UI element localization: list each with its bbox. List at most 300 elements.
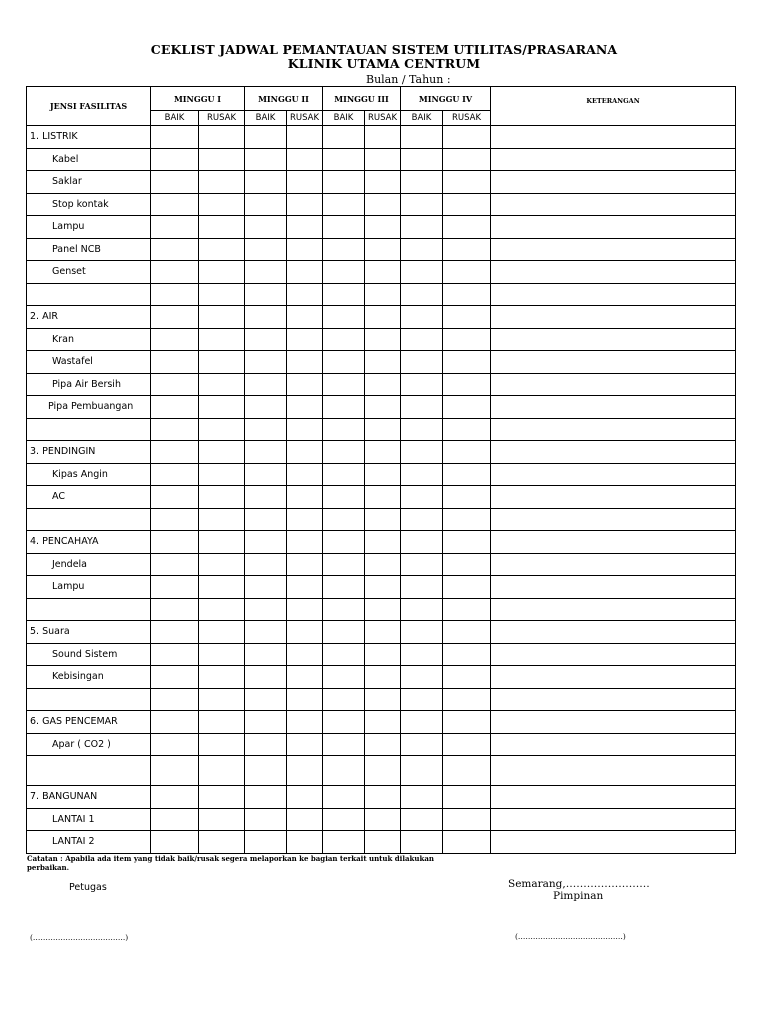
baik-check-cell[interactable] <box>245 576 287 599</box>
baik-check-cell[interactable] <box>323 283 365 306</box>
keterangan-cell[interactable] <box>491 238 736 261</box>
rusak-check-cell[interactable] <box>365 261 401 284</box>
baik-check-cell[interactable] <box>151 808 199 831</box>
baik-check-cell[interactable] <box>401 148 443 171</box>
rusak-check-cell[interactable] <box>287 756 323 786</box>
baik-check-cell[interactable] <box>401 621 443 644</box>
rusak-check-cell[interactable] <box>365 666 401 689</box>
baik-check-cell[interactable] <box>151 463 199 486</box>
rusak-check-cell[interactable] <box>287 171 323 194</box>
baik-check-cell[interactable] <box>245 553 287 576</box>
rusak-check-cell[interactable] <box>443 711 491 734</box>
rusak-check-cell[interactable] <box>287 711 323 734</box>
keterangan-cell[interactable] <box>491 171 736 194</box>
keterangan-cell[interactable] <box>491 711 736 734</box>
rusak-check-cell[interactable] <box>443 666 491 689</box>
baik-check-cell[interactable] <box>151 508 199 531</box>
baik-check-cell[interactable] <box>323 373 365 396</box>
baik-check-cell[interactable] <box>151 261 199 284</box>
rusak-check-cell[interactable] <box>365 373 401 396</box>
keterangan-cell[interactable] <box>491 261 736 284</box>
baik-check-cell[interactable] <box>323 351 365 374</box>
keterangan-cell[interactable] <box>491 441 736 464</box>
keterangan-cell[interactable] <box>491 328 736 351</box>
baik-check-cell[interactable] <box>323 193 365 216</box>
keterangan-cell[interactable] <box>491 486 736 509</box>
rusak-check-cell[interactable] <box>287 261 323 284</box>
rusak-check-cell[interactable] <box>287 553 323 576</box>
rusak-check-cell[interactable] <box>287 351 323 374</box>
baik-check-cell[interactable] <box>323 688 365 711</box>
baik-check-cell[interactable] <box>245 621 287 644</box>
baik-check-cell[interactable] <box>245 238 287 261</box>
rusak-check-cell[interactable] <box>199 688 245 711</box>
baik-check-cell[interactable] <box>401 351 443 374</box>
baik-check-cell[interactable] <box>245 831 287 854</box>
baik-check-cell[interactable] <box>151 786 199 809</box>
keterangan-cell[interactable] <box>491 733 736 756</box>
baik-check-cell[interactable] <box>245 261 287 284</box>
baik-check-cell[interactable] <box>323 261 365 284</box>
baik-check-cell[interactable] <box>151 216 199 239</box>
rusak-check-cell[interactable] <box>443 328 491 351</box>
rusak-check-cell[interactable] <box>365 126 401 149</box>
keterangan-cell[interactable] <box>491 688 736 711</box>
baik-check-cell[interactable] <box>401 373 443 396</box>
baik-check-cell[interactable] <box>151 441 199 464</box>
rusak-check-cell[interactable] <box>287 463 323 486</box>
baik-check-cell[interactable] <box>151 756 199 786</box>
baik-check-cell[interactable] <box>151 486 199 509</box>
rusak-check-cell[interactable] <box>287 486 323 509</box>
baik-check-cell[interactable] <box>151 193 199 216</box>
rusak-check-cell[interactable] <box>287 283 323 306</box>
baik-check-cell[interactable] <box>401 756 443 786</box>
baik-check-cell[interactable] <box>401 688 443 711</box>
rusak-check-cell[interactable] <box>443 306 491 329</box>
baik-check-cell[interactable] <box>245 441 287 464</box>
baik-check-cell[interactable] <box>151 373 199 396</box>
rusak-check-cell[interactable] <box>287 808 323 831</box>
baik-check-cell[interactable] <box>323 808 365 831</box>
keterangan-cell[interactable] <box>491 786 736 809</box>
rusak-check-cell[interactable] <box>287 126 323 149</box>
rusak-check-cell[interactable] <box>199 576 245 599</box>
rusak-check-cell[interactable] <box>199 328 245 351</box>
rusak-check-cell[interactable] <box>287 148 323 171</box>
baik-check-cell[interactable] <box>151 666 199 689</box>
rusak-check-cell[interactable] <box>199 306 245 329</box>
rusak-check-cell[interactable] <box>287 418 323 441</box>
rusak-check-cell[interactable] <box>443 148 491 171</box>
rusak-check-cell[interactable] <box>443 463 491 486</box>
baik-check-cell[interactable] <box>245 666 287 689</box>
rusak-check-cell[interactable] <box>365 508 401 531</box>
rusak-check-cell[interactable] <box>199 756 245 786</box>
baik-check-cell[interactable] <box>245 328 287 351</box>
facility-label: Kran <box>27 328 151 351</box>
baik-check-cell[interactable] <box>245 463 287 486</box>
rusak-check-cell[interactable] <box>287 621 323 644</box>
keterangan-cell[interactable] <box>491 756 736 786</box>
rusak-check-cell[interactable] <box>287 733 323 756</box>
rusak-check-cell[interactable] <box>443 576 491 599</box>
header-rusak: RUSAK <box>365 111 401 126</box>
facility-label: Kipas Angin <box>27 463 151 486</box>
baik-check-cell[interactable] <box>323 733 365 756</box>
rusak-check-cell[interactable] <box>365 238 401 261</box>
baik-check-cell[interactable] <box>151 396 199 419</box>
baik-check-cell[interactable] <box>245 216 287 239</box>
rusak-check-cell[interactable] <box>365 531 401 554</box>
baik-check-cell[interactable] <box>151 733 199 756</box>
table-row <box>27 688 736 711</box>
rusak-check-cell[interactable] <box>287 531 323 554</box>
rusak-check-cell[interactable] <box>365 351 401 374</box>
rusak-check-cell[interactable] <box>199 786 245 809</box>
rusak-check-cell[interactable] <box>199 621 245 644</box>
rusak-check-cell[interactable] <box>287 576 323 599</box>
rusak-check-cell[interactable] <box>287 666 323 689</box>
rusak-check-cell[interactable] <box>443 643 491 666</box>
rusak-check-cell[interactable] <box>443 441 491 464</box>
facility-label: Wastafel <box>27 351 151 374</box>
rusak-check-cell[interactable] <box>365 171 401 194</box>
rusak-check-cell[interactable] <box>365 216 401 239</box>
baik-check-cell[interactable] <box>151 621 199 644</box>
baik-check-cell[interactable] <box>245 486 287 509</box>
note-line: perbaikan. <box>27 862 70 872</box>
baik-check-cell[interactable] <box>245 351 287 374</box>
baik-check-cell[interactable] <box>401 126 443 149</box>
rusak-check-cell[interactable] <box>443 418 491 441</box>
rusak-check-cell[interactable] <box>365 808 401 831</box>
rusak-check-cell[interactable] <box>199 463 245 486</box>
rusak-check-cell[interactable] <box>443 508 491 531</box>
rusak-check-cell[interactable] <box>365 621 401 644</box>
rusak-check-cell[interactable] <box>199 598 245 621</box>
rusak-check-cell[interactable] <box>199 283 245 306</box>
rusak-check-cell[interactable] <box>365 688 401 711</box>
keterangan-cell[interactable] <box>491 531 736 554</box>
baik-check-cell[interactable] <box>323 486 365 509</box>
baik-check-cell[interactable] <box>323 643 365 666</box>
facility-label: Pipa Air Bersih <box>27 373 151 396</box>
keterangan-cell[interactable] <box>491 351 736 374</box>
baik-check-cell[interactable] <box>151 351 199 374</box>
rusak-check-cell[interactable] <box>287 328 323 351</box>
baik-check-cell[interactable] <box>151 831 199 854</box>
rusak-check-cell[interactable] <box>443 531 491 554</box>
keterangan-cell[interactable] <box>491 148 736 171</box>
baik-check-cell[interactable] <box>323 711 365 734</box>
rusak-check-cell[interactable] <box>365 831 401 854</box>
baik-check-cell[interactable] <box>245 808 287 831</box>
rusak-check-cell[interactable] <box>443 598 491 621</box>
baik-check-cell[interactable] <box>401 441 443 464</box>
baik-check-cell[interactable] <box>323 598 365 621</box>
keterangan-cell[interactable] <box>491 666 736 689</box>
baik-check-cell[interactable] <box>151 126 199 149</box>
baik-check-cell[interactable] <box>401 643 443 666</box>
rusak-check-cell[interactable] <box>365 711 401 734</box>
rusak-check-cell[interactable] <box>199 396 245 419</box>
baik-check-cell[interactable] <box>323 306 365 329</box>
baik-check-cell[interactable] <box>323 508 365 531</box>
rusak-check-cell[interactable] <box>199 238 245 261</box>
rusak-check-cell[interactable] <box>365 643 401 666</box>
baik-check-cell[interactable] <box>151 283 199 306</box>
keterangan-cell[interactable] <box>491 576 736 599</box>
rusak-check-cell[interactable] <box>365 463 401 486</box>
baik-check-cell[interactable] <box>323 666 365 689</box>
rusak-check-cell[interactable] <box>443 733 491 756</box>
keterangan-cell[interactable] <box>491 643 736 666</box>
baik-check-cell[interactable] <box>323 463 365 486</box>
baik-check-cell[interactable] <box>151 238 199 261</box>
rusak-check-cell[interactable] <box>287 598 323 621</box>
baik-check-cell[interactable] <box>323 328 365 351</box>
rusak-check-cell[interactable] <box>443 261 491 284</box>
baik-check-cell[interactable] <box>323 238 365 261</box>
keterangan-cell[interactable] <box>491 418 736 441</box>
rusak-check-cell[interactable] <box>287 193 323 216</box>
rusak-check-cell[interactable] <box>365 733 401 756</box>
baik-check-cell[interactable] <box>151 688 199 711</box>
rusak-check-cell[interactable] <box>365 396 401 419</box>
baik-check-cell[interactable] <box>151 148 199 171</box>
rusak-check-cell[interactable] <box>443 171 491 194</box>
rusak-check-cell[interactable] <box>443 486 491 509</box>
rusak-check-cell[interactable] <box>199 508 245 531</box>
rusak-check-cell[interactable] <box>199 666 245 689</box>
rusak-check-cell[interactable] <box>365 283 401 306</box>
baik-check-cell[interactable] <box>401 171 443 194</box>
baik-check-cell[interactable] <box>323 171 365 194</box>
rusak-check-cell[interactable] <box>199 441 245 464</box>
baik-check-cell[interactable] <box>245 598 287 621</box>
baik-check-cell[interactable] <box>323 418 365 441</box>
baik-check-cell[interactable] <box>151 643 199 666</box>
baik-check-cell[interactable] <box>151 576 199 599</box>
rusak-check-cell[interactable] <box>443 373 491 396</box>
rusak-check-cell[interactable] <box>199 351 245 374</box>
rusak-check-cell[interactable] <box>365 598 401 621</box>
rusak-check-cell[interactable] <box>199 733 245 756</box>
rusak-check-cell[interactable] <box>287 786 323 809</box>
rusak-check-cell[interactable] <box>443 756 491 786</box>
table-row <box>27 441 736 464</box>
baik-check-cell[interactable] <box>401 576 443 599</box>
rusak-check-cell[interactable] <box>199 216 245 239</box>
rusak-check-cell[interactable] <box>199 643 245 666</box>
rusak-check-cell[interactable] <box>443 238 491 261</box>
baik-check-cell[interactable] <box>245 643 287 666</box>
table-row <box>27 711 736 734</box>
rusak-check-cell[interactable] <box>287 441 323 464</box>
rusak-check-cell[interactable] <box>199 373 245 396</box>
rusak-check-cell[interactable] <box>365 306 401 329</box>
rusak-check-cell[interactable] <box>443 621 491 644</box>
rusak-check-cell[interactable] <box>365 756 401 786</box>
keterangan-cell[interactable] <box>491 126 736 149</box>
rusak-check-cell[interactable] <box>443 126 491 149</box>
rusak-check-cell[interactable] <box>443 216 491 239</box>
baik-check-cell[interactable] <box>323 553 365 576</box>
baik-check-cell[interactable] <box>323 621 365 644</box>
rusak-check-cell[interactable] <box>365 441 401 464</box>
rusak-check-cell[interactable] <box>287 306 323 329</box>
rusak-check-cell[interactable] <box>287 643 323 666</box>
rusak-check-cell[interactable] <box>443 351 491 374</box>
rusak-check-cell[interactable] <box>443 396 491 419</box>
baik-check-cell[interactable] <box>245 531 287 554</box>
table-row <box>27 508 736 531</box>
baik-check-cell[interactable] <box>323 396 365 419</box>
keterangan-cell[interactable] <box>491 396 736 419</box>
baik-check-cell[interactable] <box>401 261 443 284</box>
rusak-check-cell[interactable] <box>365 148 401 171</box>
rusak-check-cell[interactable] <box>199 193 245 216</box>
rusak-check-cell[interactable] <box>365 328 401 351</box>
keterangan-cell[interactable] <box>491 831 736 854</box>
baik-check-cell[interactable] <box>245 786 287 809</box>
baik-check-cell[interactable] <box>401 463 443 486</box>
keterangan-cell[interactable] <box>491 808 736 831</box>
rusak-check-cell[interactable] <box>287 216 323 239</box>
rusak-check-cell[interactable] <box>443 193 491 216</box>
baik-check-cell[interactable] <box>401 786 443 809</box>
rusak-check-cell[interactable] <box>199 171 245 194</box>
baik-check-cell[interactable] <box>401 306 443 329</box>
rusak-check-cell[interactable] <box>199 126 245 149</box>
table-row <box>27 786 736 809</box>
baik-check-cell[interactable] <box>401 666 443 689</box>
rusak-check-cell[interactable] <box>287 831 323 854</box>
baik-check-cell[interactable] <box>323 831 365 854</box>
rusak-check-cell[interactable] <box>199 808 245 831</box>
rusak-check-cell[interactable] <box>199 831 245 854</box>
baik-check-cell[interactable] <box>401 328 443 351</box>
keterangan-cell[interactable] <box>491 373 736 396</box>
keterangan-cell[interactable] <box>491 283 736 306</box>
baik-check-cell[interactable] <box>323 126 365 149</box>
baik-check-cell[interactable] <box>401 216 443 239</box>
baik-check-cell[interactable] <box>401 418 443 441</box>
rusak-check-cell[interactable] <box>199 531 245 554</box>
rusak-check-cell[interactable] <box>365 193 401 216</box>
keterangan-cell[interactable] <box>491 463 736 486</box>
rusak-check-cell[interactable] <box>199 148 245 171</box>
baik-check-cell[interactable] <box>323 786 365 809</box>
rusak-check-cell[interactable] <box>199 418 245 441</box>
baik-check-cell[interactable] <box>245 171 287 194</box>
baik-check-cell[interactable] <box>323 576 365 599</box>
rusak-check-cell[interactable] <box>287 373 323 396</box>
rusak-check-cell[interactable] <box>199 553 245 576</box>
baik-check-cell[interactable] <box>245 756 287 786</box>
rusak-check-cell[interactable] <box>287 508 323 531</box>
baik-check-cell[interactable] <box>245 418 287 441</box>
baik-check-cell[interactable] <box>401 808 443 831</box>
baik-check-cell[interactable] <box>401 553 443 576</box>
baik-check-cell[interactable] <box>151 531 199 554</box>
rusak-check-cell[interactable] <box>287 396 323 419</box>
keterangan-cell[interactable] <box>491 216 736 239</box>
baik-check-cell[interactable] <box>151 171 199 194</box>
baik-check-cell[interactable] <box>151 598 199 621</box>
baik-check-cell[interactable] <box>401 283 443 306</box>
baik-check-cell[interactable] <box>245 126 287 149</box>
rusak-check-cell[interactable] <box>365 418 401 441</box>
baik-check-cell[interactable] <box>401 238 443 261</box>
keterangan-cell[interactable] <box>491 193 736 216</box>
keterangan-cell[interactable] <box>491 621 736 644</box>
keterangan-cell[interactable] <box>491 598 736 621</box>
rusak-check-cell[interactable] <box>199 711 245 734</box>
baik-check-cell[interactable] <box>401 396 443 419</box>
baik-check-cell[interactable] <box>245 148 287 171</box>
rusak-check-cell[interactable] <box>443 831 491 854</box>
baik-check-cell[interactable] <box>323 756 365 786</box>
baik-check-cell[interactable] <box>401 508 443 531</box>
rusak-check-cell[interactable] <box>287 688 323 711</box>
rusak-check-cell[interactable] <box>365 576 401 599</box>
baik-check-cell[interactable] <box>151 711 199 734</box>
baik-check-cell[interactable] <box>245 283 287 306</box>
baik-check-cell[interactable] <box>245 373 287 396</box>
rusak-check-cell[interactable] <box>287 238 323 261</box>
baik-check-cell[interactable] <box>401 733 443 756</box>
baik-check-cell[interactable] <box>245 306 287 329</box>
baik-check-cell[interactable] <box>401 831 443 854</box>
baik-check-cell[interactable] <box>401 193 443 216</box>
baik-check-cell[interactable] <box>323 148 365 171</box>
baik-check-cell[interactable] <box>401 598 443 621</box>
baik-check-cell[interactable] <box>245 733 287 756</box>
rusak-check-cell[interactable] <box>365 486 401 509</box>
baik-check-cell[interactable] <box>401 486 443 509</box>
baik-check-cell[interactable] <box>401 711 443 734</box>
baik-check-cell[interactable] <box>245 193 287 216</box>
baik-check-cell[interactable] <box>151 418 199 441</box>
baik-check-cell[interactable] <box>323 531 365 554</box>
baik-check-cell[interactable] <box>401 531 443 554</box>
rusak-check-cell[interactable] <box>365 553 401 576</box>
baik-check-cell[interactable] <box>151 328 199 351</box>
baik-check-cell[interactable] <box>245 396 287 419</box>
rusak-check-cell[interactable] <box>443 808 491 831</box>
rusak-check-cell[interactable] <box>365 786 401 809</box>
baik-check-cell[interactable] <box>151 306 199 329</box>
baik-check-cell[interactable] <box>245 508 287 531</box>
baik-check-cell[interactable] <box>245 711 287 734</box>
facility-label: Sound Sistem <box>27 643 151 666</box>
baik-check-cell[interactable] <box>245 688 287 711</box>
keterangan-cell[interactable] <box>491 553 736 576</box>
baik-check-cell[interactable] <box>151 553 199 576</box>
baik-check-cell[interactable] <box>323 216 365 239</box>
rusak-check-cell[interactable] <box>443 553 491 576</box>
rusak-check-cell[interactable] <box>443 786 491 809</box>
rusak-check-cell[interactable] <box>199 261 245 284</box>
rusak-check-cell[interactable] <box>443 283 491 306</box>
baik-check-cell[interactable] <box>323 441 365 464</box>
keterangan-cell[interactable] <box>491 508 736 531</box>
rusak-check-cell[interactable] <box>443 688 491 711</box>
rusak-check-cell[interactable] <box>199 486 245 509</box>
keterangan-cell[interactable] <box>491 306 736 329</box>
